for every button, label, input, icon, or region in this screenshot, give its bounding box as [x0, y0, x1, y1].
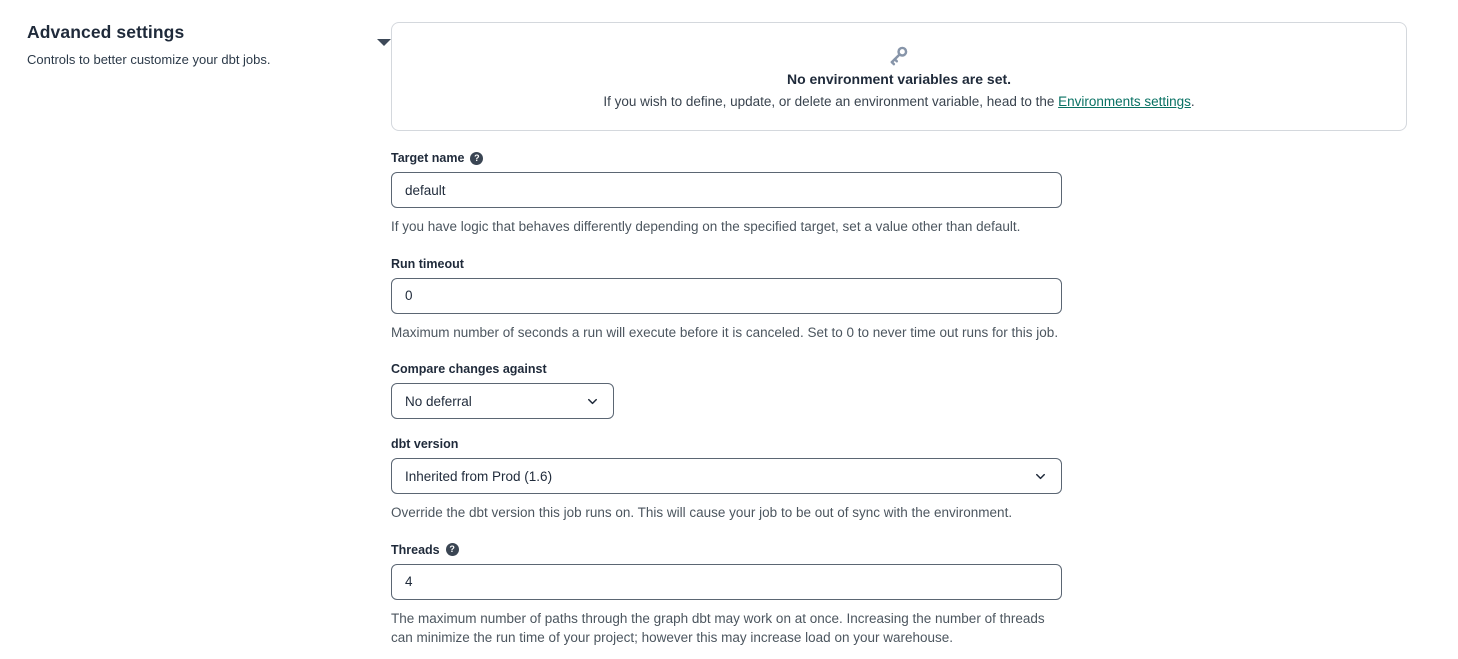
compare-changes-select[interactable]: [391, 383, 614, 419]
chevron-down-icon: [1033, 469, 1048, 484]
env-empty-title: No environment variables are set.: [786, 71, 1012, 87]
run-timeout-label: Run timeout: [391, 256, 464, 271]
threads-label: Threads: [391, 542, 440, 557]
chevron-down-icon: [585, 394, 600, 409]
page-title: Advanced settings: [27, 22, 185, 42]
section-header: [27, 22, 391, 659]
threads-input[interactable]: [391, 564, 1062, 600]
field-run-timeout: [391, 257, 1407, 343]
compare-changes-value: No deferral: [405, 393, 472, 409]
compare-changes-label: Compare changes against: [391, 362, 547, 377]
field-dbt-version: [391, 437, 1407, 523]
env-empty-message: [603, 94, 1194, 109]
run-timeout-input[interactable]: [391, 278, 1062, 314]
field-threads: [391, 543, 1407, 648]
env-variables-empty-state: [391, 22, 1407, 131]
key-icon: [888, 44, 910, 66]
threads-helper: The maximum number of paths through the graph dbt may work on at once. Increasing the number of threads can minimize the run time of your project; however this may increase load on your warehouse.: [391, 610, 1045, 646]
dbt-version-helper: Override the dbt version this job runs on. This will cause your job to be out of sync with the environment.: [391, 505, 1013, 521]
field-target-name: [391, 151, 1407, 237]
collapse-caret-icon[interactable]: [377, 39, 391, 46]
help-icon[interactable]: ?: [446, 543, 459, 556]
settings-form: [391, 22, 1407, 659]
page-subtitle: Controls to better customize your dbt jobs.: [27, 52, 271, 67]
target-name-label: Target name: [391, 151, 465, 165]
dbt-version-select[interactable]: [391, 458, 1062, 494]
dbt-version-label: dbt version: [391, 437, 459, 452]
dbt-version-value: Inherited from Prod (1.6): [405, 468, 553, 484]
env-message-prefix: If you wish to define, update, or delete an environment variable, head to the: [603, 94, 1059, 109]
target-name-input[interactable]: [391, 172, 1062, 208]
target-name-helper: If you have logic that behaves differently depending on the specified target, set a value other than default.: [391, 219, 1021, 234]
help-icon[interactable]: ?: [470, 152, 483, 165]
env-message-suffix: .: [1190, 94, 1195, 109]
field-compare-changes: [391, 362, 1407, 419]
run-timeout-helper: Maximum number of seconds a run will execute before it is canceled. Set to 0 to never time out runs for this job.: [391, 324, 1059, 340]
environments-settings-link[interactable]: Environments settings: [1058, 94, 1191, 109]
